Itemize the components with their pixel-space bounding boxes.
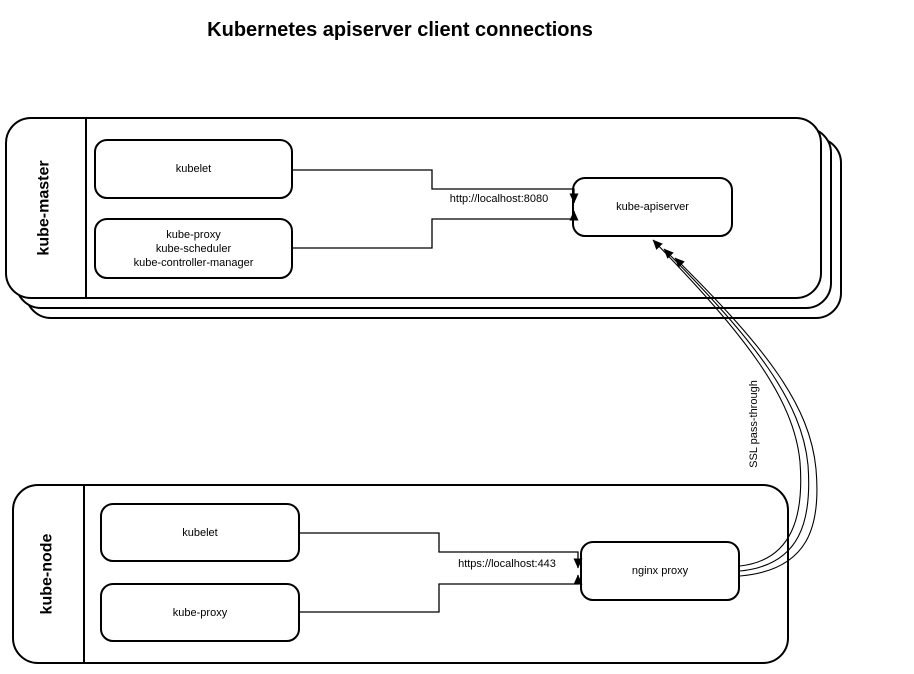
master-client-kube-scheduler-label: kube-scheduler <box>155 242 232 255</box>
master-client-kube-controller-manager-label: kube-controller-manager <box>133 256 254 269</box>
node-kubelet-box <box>100 503 300 562</box>
node-divider-line <box>83 484 85 664</box>
diagram-title: Kubernetes apiserver client connections <box>207 19 593 41</box>
nginx-proxy-label: nginx proxy <box>631 565 689 577</box>
kube-apiserver-label: kube-apiserver <box>616 201 689 213</box>
master-group-label <box>5 117 85 299</box>
master-control-plane-clients-box <box>94 218 293 279</box>
master-group-label-text: kube-master <box>36 160 53 256</box>
node-group-label-text: kube-node <box>38 533 56 615</box>
node-kubelet-label: kubelet <box>182 526 218 539</box>
node-kube-proxy-box <box>100 583 300 642</box>
master-divider-line <box>85 117 87 299</box>
node-kube-proxy-label: kube-proxy <box>172 606 228 619</box>
kube-apiserver-box <box>572 177 733 237</box>
node-connection-url-label: https://localhost:443 <box>458 558 556 570</box>
master-client-kube-proxy-label: kube-proxy <box>166 228 221 241</box>
master-kubelet-box <box>94 139 293 199</box>
master-kubelet-label: kubelet <box>175 163 212 175</box>
nginx-proxy-box <box>580 541 740 601</box>
node-group-label <box>12 484 83 664</box>
ssl-passthrough-label: SSL pass-through <box>748 380 760 468</box>
master-connection-url-label: http://localhost:8080 <box>449 193 549 205</box>
